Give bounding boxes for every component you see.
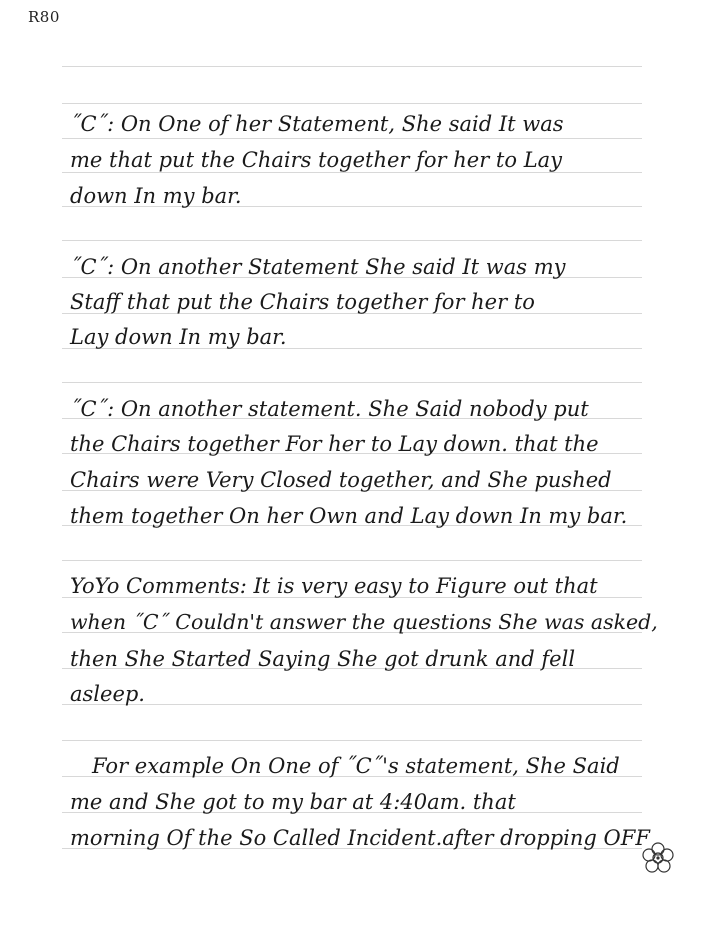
- handwritten-line: asleep.: [70, 682, 145, 706]
- handwritten-line: ˝C˝: On another statement. She Said nobody put: [70, 397, 589, 421]
- handwritten-line: the Chairs together For her to Lay down. that the: [70, 432, 599, 456]
- handwritten-line: YoYo Comments: It is very easy to Figure out that: [70, 574, 598, 598]
- handwritten-line: morning Of the So Called Incident.after dropping OFF: [70, 826, 650, 850]
- handwritten-line: when ˝C˝ Couldn't answer the questions She was asked,: [70, 610, 658, 634]
- flower-seal-icon: [640, 840, 676, 876]
- handwritten-line: Staff that put the Chairs together for her to: [70, 290, 535, 314]
- page-number: R80: [28, 8, 60, 26]
- handwritten-line: me and She got to my bar at 4:40am. that: [70, 790, 516, 814]
- ruled-line: [62, 740, 642, 741]
- handwritten-line: Chairs were Very Closed together, and She pushed: [70, 468, 612, 492]
- handwritten-line: down In my bar.: [70, 184, 242, 208]
- handwritten-line: then She Started Saying She got drunk and fell: [70, 647, 576, 671]
- handwritten-line: For example On One of ˝C˝'s statement, She Said: [92, 754, 620, 778]
- ruled-line: [62, 560, 642, 561]
- handwritten-line: me that put the Chairs together for her to Lay: [70, 148, 563, 172]
- ruled-line: [62, 240, 642, 241]
- ruled-line: [62, 103, 642, 104]
- handwritten-line: them together On her Own and Lay down In my bar.: [70, 504, 628, 528]
- handwritten-line: ˝C˝: On another Statement She said It was my: [70, 255, 566, 279]
- handwritten-line: Lay down In my bar.: [70, 325, 287, 349]
- ruled-line: [62, 382, 642, 383]
- ruled-line: [62, 138, 642, 139]
- ruled-line: [62, 66, 642, 67]
- handwritten-line: ˝C˝: On One of her Statement, She said It was: [70, 112, 564, 136]
